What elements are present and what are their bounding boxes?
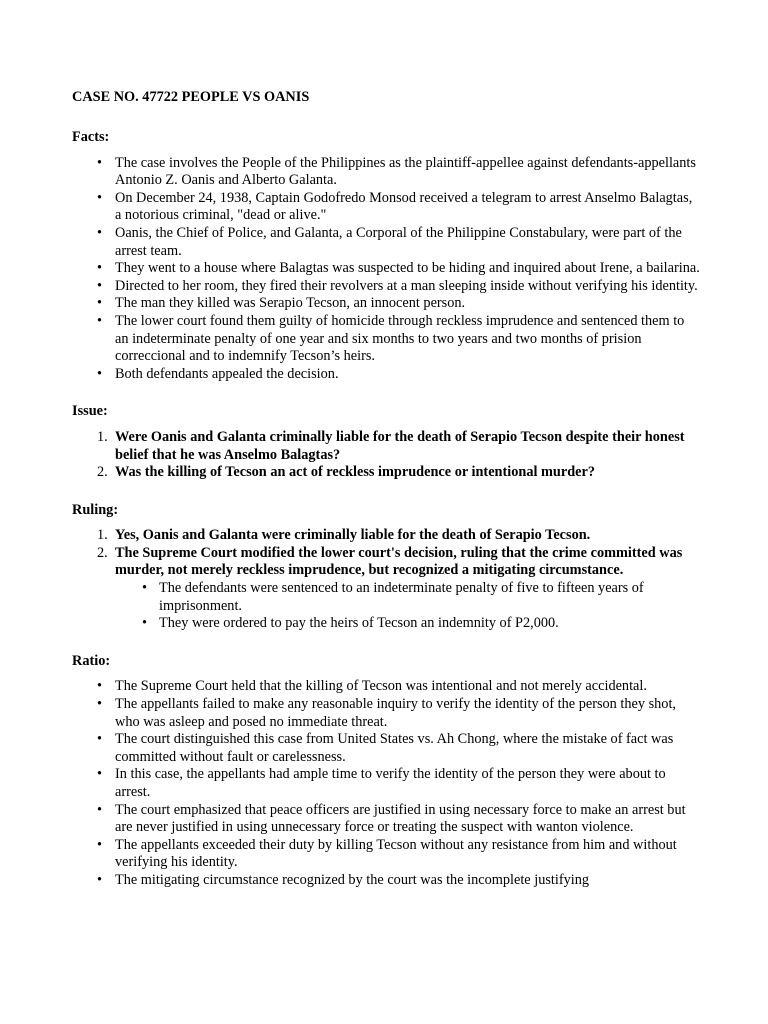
list-item: • The mitigating circumstance recognized by the court was the incomplete justifying xyxy=(72,872,700,890)
document-page xyxy=(72,89,700,890)
ruling-sub-list xyxy=(115,580,700,633)
list-item: • The man they killed was Serapio Tecson, an innocent person. xyxy=(72,295,700,313)
list-item-text: Was the killing of Tecson an act of reckless imprudence or intentional murder? xyxy=(115,464,596,481)
list-item-text: Yes, Oanis and Galanta were criminally liable for the death of Serapio Tecson. xyxy=(115,527,591,544)
list-item-text: The Supreme Court modified the lower court's decision, ruling that the crime committed was murder, not merely reckless imprudence, but recognized a mitigating circumstance. xyxy=(115,544,683,579)
list-number: 1. xyxy=(97,527,108,544)
ratio-heading: Ratio: xyxy=(72,652,111,669)
sub-list-item: • They were ordered to pay the heirs of Tecson an indemnity of P2,000. xyxy=(115,615,700,633)
list-number: 2. xyxy=(97,464,108,481)
section-spacer xyxy=(72,383,700,403)
list-item: • The appellants exceeded their duty by killing Tecson without any resistance from him and without verifying his identity. xyxy=(72,837,700,872)
ruling-heading: Ruling: xyxy=(72,501,119,518)
list-item-text: Were Oanis and Galanta criminally liable for the death of Serapio Tecson despite their honest belief that he was Anselmo Balagtas? xyxy=(115,428,685,463)
list-item xyxy=(72,545,700,633)
issue-heading: Issue: xyxy=(72,403,108,420)
facts-heading: Facts: xyxy=(72,129,110,145)
section-spacer xyxy=(72,633,700,653)
list-item: • In this case, the appellants had ample time to verify the identity of the person they were about to arrest. xyxy=(72,766,700,801)
list-item xyxy=(72,464,700,482)
issue-list xyxy=(72,429,700,482)
list-item: • The court distinguished this case from United States vs. Ah Chong, where the mistake of fact was committed without fault or carelessness. xyxy=(72,731,700,766)
list-item: • On December 24, 1938, Captain Godofredo Monsod received a telegram to arrest Anselmo Balagtas, a notorious criminal, "dead or alive." xyxy=(72,190,700,225)
list-item: • The lower court found them guilty of homicide through reckless imprudence and sentenced them to an indeterminate penalty of one year and six months to two years and two months of prision correccional and to indemnify Tecson’s heirs. xyxy=(72,313,700,366)
facts-list xyxy=(72,155,700,384)
list-item xyxy=(72,429,700,464)
list-item: • The court emphasized that peace officers are justified in using necessary force to make an arrest but are never justified in using unnecessary force or treating the suspect with wanton violence. xyxy=(72,802,700,837)
list-item: • Both defendants appealed the decision. xyxy=(72,366,700,384)
list-item xyxy=(72,527,700,545)
section-spacer xyxy=(72,482,700,502)
list-item: • They went to a house where Balagtas was suspected to be hiding and inquired about Irene, a bailarina. xyxy=(72,260,700,278)
list-item: • The case involves the People of the Philippines as the plaintiff-appellee against defendants-appellants Antonio Z. Oanis and Alberto Galanta. xyxy=(72,155,700,190)
list-number: 2. xyxy=(97,544,108,561)
ratio-list xyxy=(72,678,700,889)
list-number: 1. xyxy=(97,428,108,445)
ruling-list xyxy=(72,527,700,633)
list-item: • The appellants failed to make any reasonable inquiry to verify the identity of the person they shot, who was asleep and posed no immediate threat. xyxy=(72,696,700,731)
list-item: • The Supreme Court held that the killing of Tecson was intentional and not merely accidental. xyxy=(72,678,700,696)
list-item: • Oanis, the Chief of Police, and Galanta, a Corporal of the Philippine Constabulary, were part of the arrest team. xyxy=(72,225,700,260)
sub-list-item: • The defendants were sentenced to an indeterminate penalty of five to fifteen years of imprisonment. xyxy=(115,580,700,615)
document-title: CASE NO. 47722 PEOPLE VS OANIS xyxy=(72,89,310,105)
list-item: • Directed to her room, they fired their revolvers at a man sleeping inside without verifying his identity. xyxy=(72,278,700,296)
